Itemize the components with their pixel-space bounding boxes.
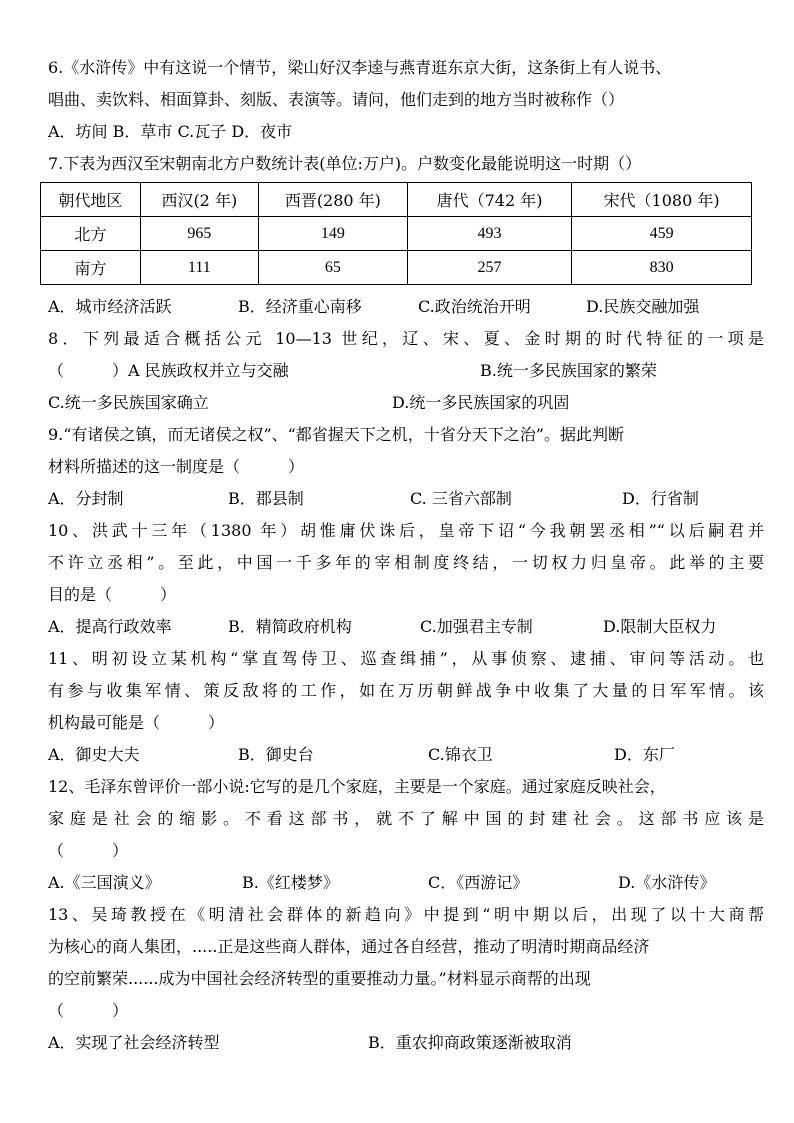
q12-option-b: B.《红楼梦》	[242, 873, 339, 892]
q12-option-d: D.《水浒传》	[618, 873, 716, 892]
q11-stem-line-2: 有参与收集军情、策反敌将的工作，如在万历朝鲜战争中收集了大量的日军军情。该	[48, 681, 764, 700]
table-cell: 965	[140, 217, 258, 251]
q8-line-2	[48, 355, 764, 387]
q9-option-a: A．分封制	[48, 489, 124, 508]
table-cell: 149	[258, 217, 407, 251]
q11-stem-line-3: 机构最可能是（ ）	[48, 713, 225, 732]
q9-options	[48, 483, 764, 515]
question-10	[48, 515, 764, 643]
q11-option-a: A．御史大夫	[48, 745, 140, 764]
q13-stem-line-2: 为核心的商人集团，.....正是这些商人群体，通过各自经营，推动了明清时期商品经济	[48, 937, 650, 956]
q9-option-c: C. 三省六部制	[410, 489, 512, 508]
q6-stem-line-1: 6.《水浒传》中有这说一个情节，梁山好汉李逵与燕青逛东京大街，这条街上有人说书、	[48, 58, 672, 77]
q13-stem-line-4: （ ）	[48, 1001, 129, 1020]
q10-option-c: C.加强君主专制	[420, 617, 533, 636]
exam-page	[48, 52, 764, 1059]
table-header-cell: 朝代地区	[41, 183, 141, 217]
table-cell: 65	[258, 251, 407, 285]
table-cell: 111	[140, 251, 258, 285]
q8-option-c: C.统一多民族国家确立	[48, 393, 209, 412]
q7-option-d: D.民族交融加强	[586, 297, 700, 316]
q10-option-d: D.限制大臣权力	[603, 617, 717, 636]
q13-option-b: B．重农抑商政策逐渐被取消	[368, 1033, 572, 1052]
table-header-cell: 西汉(2 年)	[140, 183, 258, 217]
q12-stem-line-2: 家庭是社会的缩影。不看这部书，就不了解中国的封建社会。这部书应该是	[48, 809, 764, 828]
q7-option-b: B．经济重心南移	[238, 297, 362, 316]
q7-options	[48, 291, 764, 323]
question-12	[48, 771, 764, 899]
table-header-cell: 宋代（1080 年)	[572, 183, 752, 217]
q13-stem-line-1: 13、吴琦教授在《明清社会群体的新趋向》中提到“明中期以后，出现了以十大商帮	[48, 905, 764, 924]
q9-option-d: D．行省制	[622, 489, 699, 508]
q13-options	[48, 1027, 764, 1059]
table-header-row	[41, 183, 752, 217]
q10-stem-line-3: 目的是（ ）	[48, 585, 177, 604]
q9-stem-line-2: 材料所描述的这一制度是（ ）	[48, 457, 305, 476]
q10-stem-line-2: 不许立丞相”。至此，中国一千多年的宰相制度终结，一切权力归皇帝。此举的主要	[48, 553, 764, 572]
table-cell: 830	[572, 251, 752, 285]
q11-stem-line-1: 11、明初设立某机构“掌直驾侍卫、巡查缉捕”，从事侦察、逮捕、审问等活动。也	[48, 649, 764, 668]
q6-stem-line-2: 唱曲、卖饮料、相面算卦、刻版、表演等。请问，他们走到的地方当时被称作（）	[48, 90, 625, 109]
q12-options	[48, 867, 764, 899]
q8-option-a: （ ）A 民族政权并立与交融	[48, 361, 289, 380]
q13-stem-line-3: 的空前繁荣......成为中国社会经济转型的重要推动力量。”材料显示商帮的出现	[48, 969, 591, 988]
question-8	[48, 323, 764, 419]
household-table	[40, 182, 752, 285]
q8-option-d: D.统一多民族国家的巩固	[392, 393, 570, 412]
q10-stem-line-1: 10、洪武十三年（1380 年）胡惟庸伏诛后，皇帝下诏“今我朝罢丞相”“以后嗣君并	[48, 521, 764, 540]
q9-stem-line-1: 9.“有诸侯之镇，而无诸侯之权”、“都省握天下之机，十省分天下之治”。据此判断	[48, 425, 624, 444]
q10-option-a: A．提高行政效率	[48, 617, 172, 636]
q7-stem: 7.下表为西汉至宋朝南北方户数统计表(单位:万户)。户数变化最能说明这一时期（）	[48, 154, 642, 173]
q13-option-a: A．实现了社会经济转型	[48, 1033, 220, 1052]
table-row	[41, 217, 752, 251]
q11-option-b: B．御史台	[238, 745, 314, 764]
q8-stem: 8．下列最适合概括公元 10—13 世纪，辽、宋、夏、金时期的时代特征的一项是	[48, 329, 764, 348]
q7-option-c: C.政治统治开明	[418, 297, 531, 316]
question-13	[48, 899, 764, 1059]
table-cell: 459	[572, 217, 752, 251]
q10-option-b: B．精简政府机构	[228, 617, 352, 636]
q7-option-a: A．城市经济活跃	[48, 297, 172, 316]
question-11	[48, 643, 764, 771]
q9-option-b: B．郡县制	[228, 489, 304, 508]
table-cell: 257	[407, 251, 571, 285]
table-cell-region: 南方	[41, 251, 141, 285]
table-row	[41, 251, 752, 285]
q8-line-3	[48, 387, 764, 419]
table-header-cell: 唐代（742 年)	[407, 183, 571, 217]
question-7	[48, 148, 764, 323]
q12-option-a: A.《三国演义》	[48, 873, 161, 892]
table-cell: 493	[407, 217, 571, 251]
question-9	[48, 419, 764, 515]
q11-options	[48, 739, 764, 771]
q11-option-d: D．东厂	[614, 745, 675, 764]
table-cell-region: 北方	[41, 217, 141, 251]
q12-option-c: C．《西游记》	[428, 873, 529, 892]
q10-options	[48, 611, 764, 643]
q12-stem-line-1: 12、毛泽东曾评价一部小说:它写的是几个家庭，主要是一个家庭。通过家庭反映社会，	[48, 777, 666, 796]
q8-option-b: B.统一多民族国家的繁荣	[480, 361, 657, 380]
question-6	[48, 52, 764, 148]
q6-options: A．坊间 B．草市 C.瓦子 D．夜市	[48, 122, 293, 141]
q12-stem-line-3: （ ）	[48, 841, 129, 860]
q11-option-c: C.锦衣卫	[428, 745, 493, 764]
table-header-cell: 西晋(280 年)	[258, 183, 407, 217]
